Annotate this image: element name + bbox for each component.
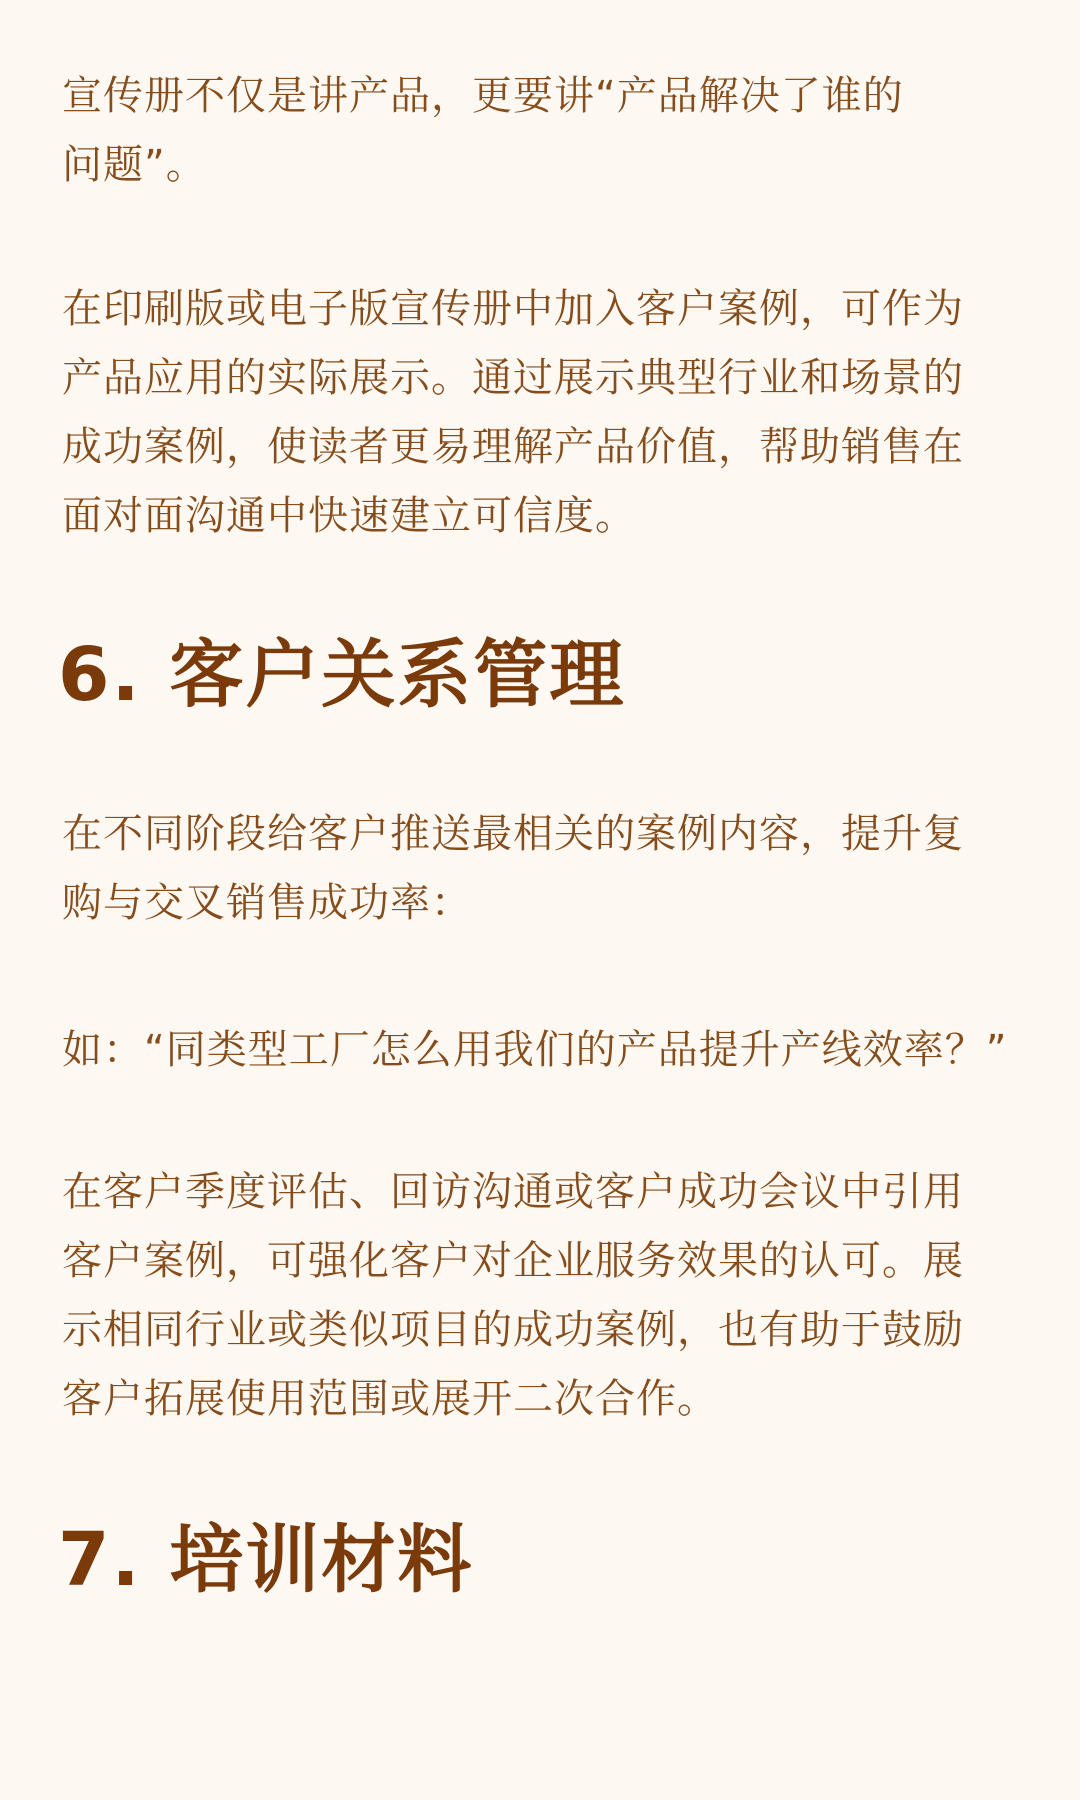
paragraph-crm-example: 如：“同类型工厂怎么用我们的产品提升产线效率？” (62, 1027, 1008, 1073)
paragraph-brochure-intro: 宣传册不仅是讲产品，更要讲“产品解决了谁的问题”。 (62, 73, 904, 188)
section-heading-crm: 6. 客户关系管理 (58, 632, 626, 718)
paragraph-brochure-cases: 在印刷版或电子版宣传册中加入客户案例，可作为产品应用的实际展示。通过展示典型行业和场景的成功案例，使读者更易理解产品价值，帮助销售在面对面沟通中快速建立可信度。 (62, 286, 964, 539)
section-heading-training: 7. 培训材料 (58, 1517, 474, 1603)
paragraph-crm-detail: 在客户季度评估、回访沟通或客户成功会议中引用客户案例，可强化客户对企业服务效果的认可。展示相同行业或类似项目的成功案例，也有助于鼓励客户拓展使用范围或展开二次合作。 (62, 1169, 964, 1422)
paragraph-crm-intro: 在不同阶段给客户推送最相关的案例内容，提升复购与交叉销售成功率： (62, 811, 964, 926)
